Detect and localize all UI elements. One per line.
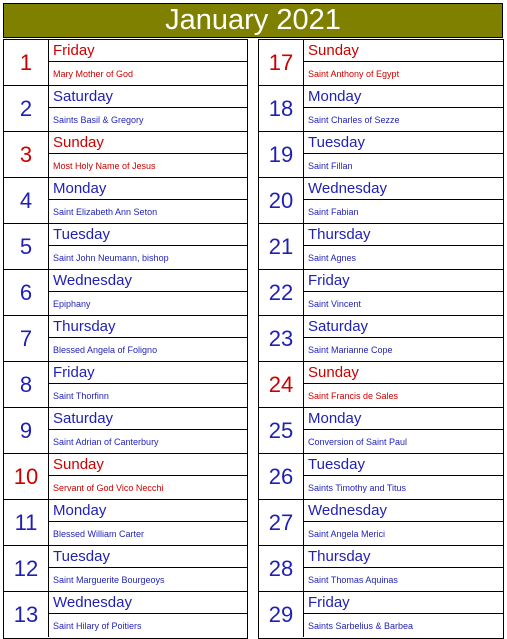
feast-name: Saint Angela Merici [308,529,386,539]
day-number: 9 [4,408,49,453]
feast-name: Saint Anthony of Egypt [308,69,400,79]
feast-name: Mary Mother of God [53,69,134,79]
weekday-name: Sunday [304,362,503,384]
weekday-name: Friday [49,40,247,62]
feast-name: Blessed Angela of Foligno [53,345,158,355]
day-number: 23 [259,316,304,361]
day-number: 8 [4,362,49,407]
feast-name: Saint Fillan [308,161,353,171]
weekday-name: Thursday [304,546,503,568]
weekday-name: Sunday [304,40,503,62]
day-number: 3 [4,132,49,177]
day-number: 18 [259,86,304,131]
day-number: 5 [4,224,49,269]
day-row [4,361,247,407]
weekday-name: Sunday [49,454,247,476]
feast-name: Saint Adrian of Canterbury [53,437,159,447]
weekday-name: Tuesday [49,224,247,246]
day-row [259,131,503,177]
day-number: 13 [4,592,49,637]
day-row [4,177,247,223]
day-row [259,315,503,361]
calendar-column-right [258,39,504,639]
day-number: 12 [4,546,49,591]
day-number: 17 [259,40,304,85]
day-number: 25 [259,408,304,453]
day-row [4,499,247,545]
day-row [4,85,247,131]
day-row [259,407,503,453]
feast-name: Saints Basil & Gregory [53,115,144,125]
day-row [4,223,247,269]
day-number: 24 [259,362,304,407]
day-number: 19 [259,132,304,177]
day-row [259,361,503,407]
day-row [259,177,503,223]
feast-name: Saint Marianne Cope [308,345,393,355]
day-row [259,545,503,591]
feast-name: Saint Francis de Sales [308,391,399,401]
weekday-name: Monday [304,408,503,430]
day-number: 21 [259,224,304,269]
day-row [4,591,247,637]
day-number: 4 [4,178,49,223]
weekday-name: Monday [49,500,247,522]
day-row [4,545,247,591]
calendar-column-left [3,39,248,639]
day-row [4,39,247,85]
day-row [4,131,247,177]
feast-name: Conversion of Saint Paul [308,437,408,447]
feast-name: Saints Timothy and Titus [308,483,407,493]
weekday-name: Saturday [304,316,503,338]
weekday-name: Tuesday [304,454,503,476]
weekday-name: Wednesday [49,270,247,292]
feast-name: Blessed William Carter [53,529,145,539]
day-row [259,85,503,131]
feast-name: Saint Hilary of Poitiers [53,621,142,631]
weekday-name: Friday [49,362,247,384]
day-row [259,39,503,85]
weekday-name: Friday [304,270,503,292]
weekday-name: Saturday [49,86,247,108]
day-row [259,269,503,315]
weekday-name: Wednesday [49,592,247,614]
day-number: 27 [259,500,304,545]
feast-name: Saint Thomas Aquinas [308,575,398,585]
feast-name: Epiphany [53,299,91,309]
weekday-name: Tuesday [49,546,247,568]
feast-name: Saint Vincent [308,299,361,309]
feast-name: Saint Fabian [308,207,359,217]
day-row [259,591,503,637]
day-number: 28 [259,546,304,591]
day-number: 29 [259,592,304,637]
day-number: 2 [4,86,49,131]
feast-name: Saint Charles of Sezze [308,115,400,125]
day-row [259,453,503,499]
weekday-name: Wednesday [304,500,503,522]
feast-name: Saint Elizabeth Ann Seton [53,207,158,217]
weekday-name: Saturday [49,408,247,430]
day-number: 1 [4,40,49,85]
feast-name: Saints Sarbelius & Barbea [308,621,414,631]
weekday-name: Monday [304,86,503,108]
feast-name: Saint John Neumann, bishop [53,253,169,263]
day-number: 20 [259,178,304,223]
feast-name: Saint Agnes [308,253,357,263]
day-number: 10 [4,454,49,499]
weekday-name: Thursday [49,316,247,338]
weekday-name: Tuesday [304,132,503,154]
day-number: 26 [259,454,304,499]
feast-name: Servant of God Vico Necchi [53,483,164,493]
weekday-name: Monday [49,178,247,200]
day-row [259,499,503,545]
day-number: 6 [4,270,49,315]
calendar-header [3,3,503,38]
feast-name: Saint Thorfinn [53,391,109,401]
feast-name: Saint Marguerite Bourgeoys [53,575,165,585]
weekday-name: Thursday [304,224,503,246]
day-number: 11 [4,500,49,545]
month-title: January 2021 [165,4,341,36]
day-row [4,453,247,499]
day-number: 7 [4,316,49,361]
weekday-name: Friday [304,592,503,614]
day-row [4,315,247,361]
weekday-name: Wednesday [304,178,503,200]
feast-name: Most Holy Name of Jesus [53,161,156,171]
day-row [4,407,247,453]
weekday-name: Sunday [49,132,247,154]
day-number: 22 [259,270,304,315]
day-row [259,223,503,269]
day-row [4,269,247,315]
